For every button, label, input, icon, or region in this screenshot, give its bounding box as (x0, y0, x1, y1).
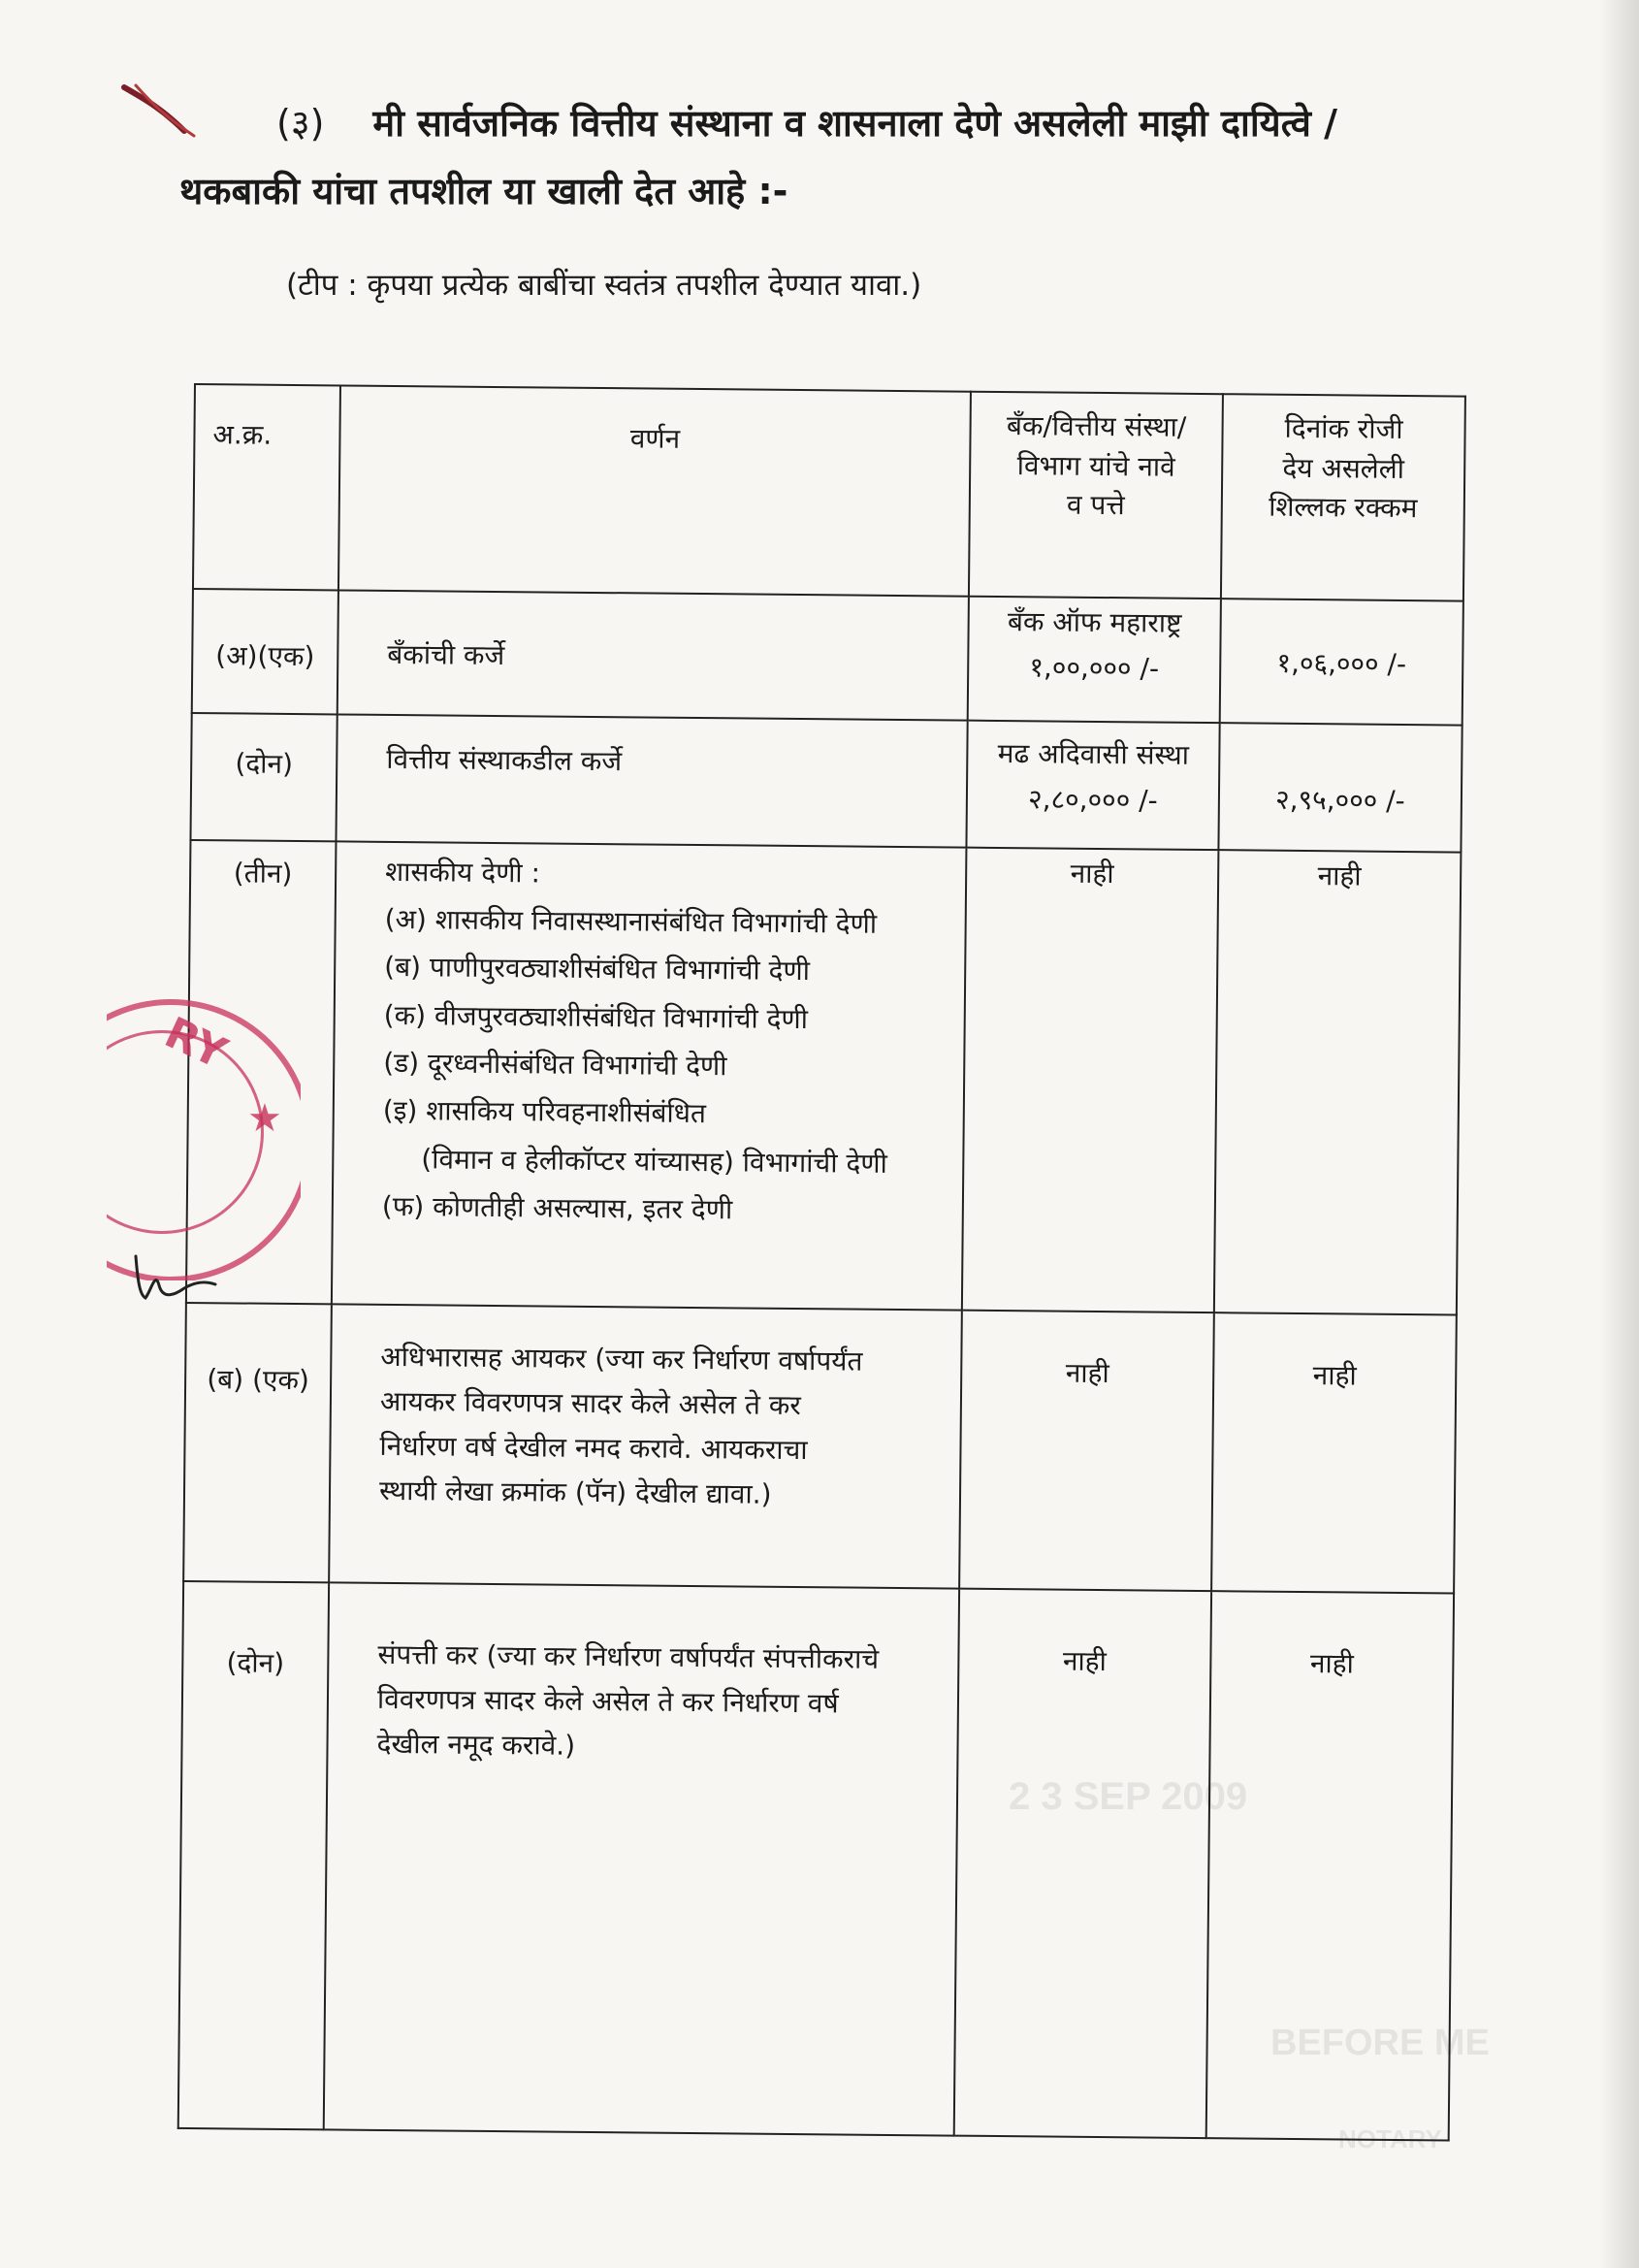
page-edge-shadow (1600, 0, 1639, 2268)
heading-line-1: मी सार्वजनिक वित्तीय संस्थाना व शासनाला देणे असलेली माझी दायित्वे / (372, 102, 1338, 145)
sub-item: (ड) दूरध्वनीसंबंधित विभागांची देणी (383, 1047, 727, 1083)
row-index: (ब) (एक) (183, 1303, 332, 1583)
row-balance: २,९५,००० /- (1218, 724, 1462, 853)
sub-item: (क) वीजपुरवठ्याशीसंबंधित विभागांची देणी (383, 998, 809, 1035)
header-description: वर्णन (338, 385, 971, 597)
sub-item: (अ) शासकीय निवासस्थानासंबंधित विभागांची देणी (384, 902, 878, 940)
sub-item: (इ) शासकिय परिवहनाशीसंबंधित (382, 1094, 707, 1130)
row-bank: नाही (959, 1310, 1214, 1591)
star-icon: ★ (247, 1096, 282, 1141)
header-bank-line-2: विभाग यांचे नावे (1016, 448, 1175, 483)
row-bank-name: मढ अदिवासी संस्था (997, 737, 1190, 772)
section-heading (179, 89, 1440, 225)
row-description (329, 1304, 962, 1589)
stamp-text: RY (157, 1008, 235, 1079)
row-index: (अ)(एक) (192, 589, 338, 714)
sub-item: (विमान व हेलीकॉप्टर यांच्यासह) विभागांची देणी (421, 1143, 887, 1180)
signature-icon (126, 1242, 223, 1310)
header-amount-line-1: दिनांक रोजी (1284, 411, 1403, 445)
table-row (186, 840, 1462, 1315)
row-description-line: संपत्ती कर (ज्या कर निर्धारण वर्षापर्यंत संपत्तीकराचे (377, 1637, 880, 1675)
row-description (324, 1582, 959, 2135)
section-number: (३) (276, 102, 325, 145)
row-description-line: देखील नमूद करावे.) (376, 1728, 576, 1763)
header-bank-line-1: बँक/वित्तीय संस्था/ (1006, 409, 1187, 443)
header-amount-line-2: देय असलेली (1282, 451, 1405, 485)
row-description (332, 841, 967, 1310)
row-bank: नाही (962, 847, 1219, 1312)
header-bank (969, 392, 1223, 599)
table-row (178, 1581, 1454, 2141)
row-bank (968, 597, 1221, 723)
row-bank-amount: २,८०,००० /- (1027, 782, 1158, 817)
note-text: (टीप : कृपया प्रत्येक बाबींचा स्वतंत्र तपशील देण्यात यावा.) (286, 268, 922, 303)
row-description: बँकांची कर्जे (337, 591, 969, 721)
row-balance: नाही (1214, 850, 1462, 1315)
header-amount-line-3: शिल्लक रक्कम (1269, 490, 1418, 525)
liabilities-table (177, 383, 1466, 2142)
heading-line-2: थकबाकी यांचा तपशील या खाली देत आहे :- (179, 170, 788, 212)
row-balance: नाही (1206, 1591, 1454, 2140)
table-header-row (193, 384, 1465, 601)
row-description-line: अधिभारासह आयकर (ज्या कर निर्धारण वर्षापर्यंत (380, 1340, 863, 1377)
header-bank-line-3: व पत्ते (1066, 488, 1125, 522)
row-description-line: स्थायी लेखा क्रमांक (पॅन) देखील द्यावा.) (378, 1474, 772, 1511)
row-balance: नाही (1211, 1312, 1457, 1594)
sub-item: (ब) पाणीपुरवठ्याशीसंबंधित विभागांची देणी (384, 951, 811, 988)
header-amount (1221, 394, 1465, 601)
row-index: (दोन) (190, 713, 337, 841)
sub-item: (फ) कोणतीही असल्यास, इतर देणी (381, 1190, 733, 1226)
row-description: वित्तीय संस्थाकडील कर्जे (336, 715, 967, 847)
show-through-date: 2 3 SEP 2009 (1009, 1775, 1248, 1818)
row-bank-name: बँक ऑफ महाराष्ट्र (1007, 605, 1182, 640)
row-bank-amount: १,००,००० /- (1029, 650, 1160, 685)
table-row (183, 1303, 1457, 1594)
header-index: अ.क्र. (193, 384, 340, 591)
show-through-before-me: BEFORE ME (1270, 2023, 1490, 2063)
row-index: (दोन) (178, 1581, 329, 2129)
row-description-title: शासकीय देणी : (385, 855, 541, 889)
show-through-notary: NOTARY (1338, 2124, 1442, 2154)
row-description-line: विवरणपत्र सादर केले असेल ते कर निर्धारण वर्ष (376, 1683, 839, 1720)
table-row (192, 589, 1463, 726)
row-balance: १,०६,००० /- (1220, 599, 1463, 726)
row-description-line: निर्धारण वर्ष देखील नमद करावे. आयकराचा (379, 1429, 808, 1467)
row-bank: नाही (954, 1589, 1211, 2138)
row-index: (तीन) (186, 840, 337, 1305)
row-description-line: आयकर विवरणपत्र सादर केले असेल ते कर (379, 1384, 801, 1421)
row-bank (966, 721, 1219, 850)
table-row (190, 713, 1462, 852)
notary-stamp (107, 999, 301, 1280)
